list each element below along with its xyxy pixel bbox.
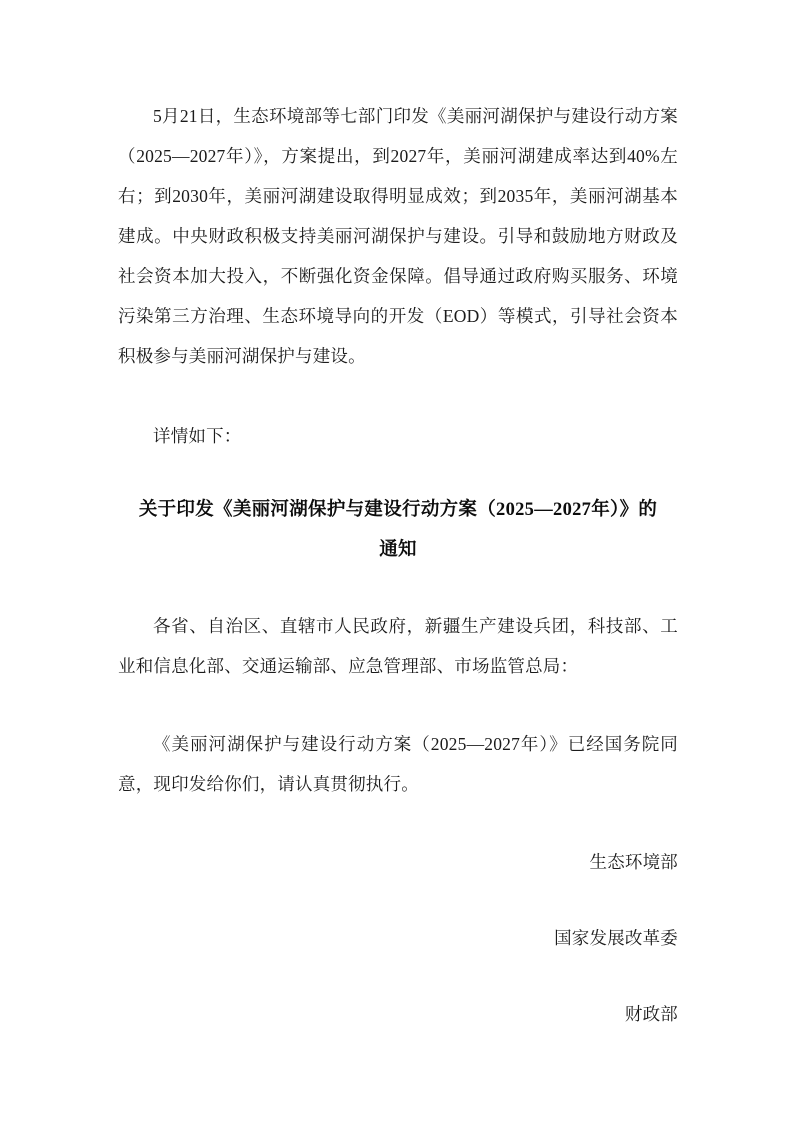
signature-block xyxy=(118,842,678,1034)
spacer-after-title xyxy=(118,570,678,606)
spacer-before-title xyxy=(118,456,678,490)
details-lead-paragraph: 详情如下： xyxy=(153,426,242,446)
signature-agency-2: 国家发展改革委 xyxy=(554,928,678,948)
intro-paragraph: 5月21日，生态环境部等七部门印发《美丽河湖保护与建设行动方案（2025—2027年）》，方案提出，到2027年，美丽河湖建成率达到40%左右；到2030年，美丽河湖建设取得明显成效；到2035年，美丽河湖基本建成。中央财政积极支持美丽河湖保护与建设。引导和鼓励地方财政及社会资本加大投入，不断强化资金保障。倡导通过政府购买服务、环境污染第三方治理、生态环境导向的开发（EOD）等模式，引导社会资本积极参与美丽河湖保护与建设。 xyxy=(118,106,678,366)
signature-spacer-2 xyxy=(118,958,678,994)
recipients-paragraph: 各省、自治区、直辖市人民政府，新疆生产建设兵团，科技部、工业和信息化部、交通运输部、应急管理部、市场监管总局： xyxy=(118,616,678,676)
page-title-line-2: 通知 xyxy=(379,540,417,560)
approval-paragraph: 《美丽河湖保护与建设行动方案（2025—2027年）》已经国务院同意，现印发给你们，请认真贯彻执行。 xyxy=(118,734,678,794)
signature-agency-1: 生态环境部 xyxy=(589,852,678,872)
spacer-before-signatures xyxy=(118,804,678,842)
spacer-before-approval xyxy=(118,686,678,724)
signature-agency-3: 财政部 xyxy=(624,1004,678,1024)
signature-spacer-1 xyxy=(118,882,678,918)
page-title xyxy=(118,490,678,570)
page-title-line-1: 关于印发《美丽河湖保护与建设行动方案（2025—2027年）》的 xyxy=(138,500,658,520)
spacer-before-details-lead xyxy=(118,376,678,416)
document-body xyxy=(118,96,678,1034)
